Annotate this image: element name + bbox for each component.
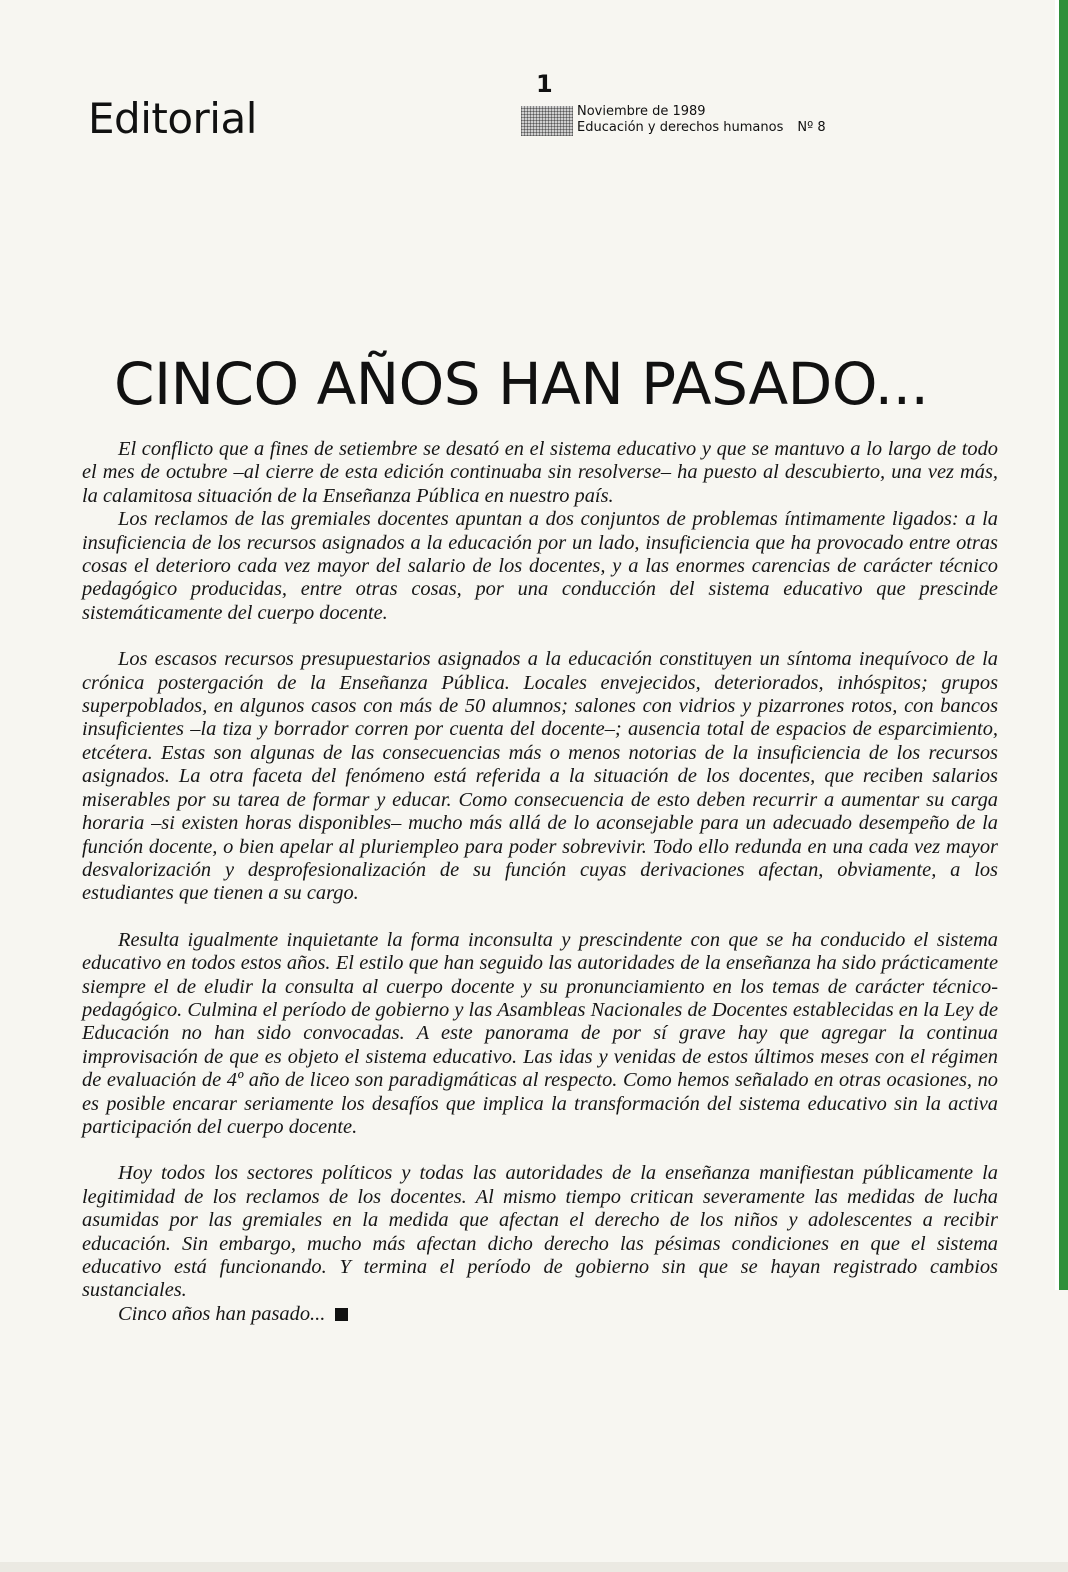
article-paragraph: Los reclamos de las gremiales docentes apuntan a dos conjuntos de problemas íntimamente ligados: a la insuficiencia de los recursos asignados a la educación por un lado, insuficiencia que ha provocado entre otras cosas el deterioro cada vez mayor del salario de los docentes, y a las enormes carencias de carácter técnico pedagógico producidas, entre otras cosas, por una conducción del sistema educativo que prescinde sistemáticamente del cuerpo docente. [82,508,998,624]
article-paragraph: Hoy todos los sectores políticos y todas las autoridades de la enseñanza manifiestan públicamente la legitimidad de los reclamos de los docentes. Al mismo tiempo critican severamente las medidas de lucha asumidas por las gremiales en la medida que afectan el derecho de los niños y adolescentes a recibir educación. Sin embargo, mucho más afectan dicho derecho las pésimas condiciones en que el sistema educativo está funcionando. Y termina el período de gobierno sin que se hayan registrado cambios sustanciales. [82,1162,998,1302]
publication-meta [577,104,826,136]
issue-number: Nº 8 [797,120,826,135]
article-paragraph: Los escasos recursos presupuestarios asignados a la educación constituyen un síntoma inequívoco de la crónica postergación de la Enseñanza Pública. Locales envejecidos, deteriorados, inhóspitos; grupos superpoblados, en algunos casos con más de 50 alumnos; salones con vidrios y pizarrones rotos, con bancos insuficientes –la tiza y borrador corren por cuenta del docente–; ausencia total de espacios de esparcimiento, etcétera. Estas son algunas de las consecuencias más o menos notorias de la insuficiencia de los recursos asignados. La otra faceta del fenómeno está referida a la situación de los docentes, que reciben salarios miserables por su tarea de formar y educar. Como consecuencia de esto deben recurrir a aumentar su carga horaria –si existen horas disponibles– mucho más allá de lo aconsejable para un adecuado desempeño de la función docente, o bien apelar al pluriempleo para poder sobrevivir. Todo ello redunda en una cada vez mayor desvalorización y desprofesionalización de su función cuyas derivaciones afectan, obviamente, a los estudiantes que tienen a su cargo. [82,648,998,905]
end-of-article-square-icon [335,1308,348,1321]
article-paragraph: Resulta igualmente inquietante la forma inconsulta y prescindente con que se ha conducido el sistema educativo en todos estos años. El estilo que han seguido las autoridades de la enseñanza ha sido prácticamente siempre el de eludir la consulta al cuerpo docente y su pronunciamiento en los temas de carácter técnico-pedagógico. Culmina el período de gobierno y las Asambleas Nacionales de Docentes establecidas en la Ley de Educación no han sido convocadas. A este panorama de por sí grave hay que agregar la continua improvisación de que es objeto el sistema educativo. Las idas y venidas de estos últimos meses con el régimen de evaluación de 4º año de liceo son paradigmáticas al respecto. Como hemos señalado en otras ocasiones, no es posible encarar seriamente los desafíos que implica la transformación del sistema educativo sin la activa participación del cuerpo docente. [82,928,998,1138]
publication-date: Noviembre de 1989 [577,104,706,119]
article-body [82,438,998,1326]
page-number: 1 [536,70,553,98]
halftone-pattern-block [521,106,573,136]
page-bottom-edge [0,1562,1068,1572]
section-label: Editorial [88,94,257,143]
green-cover-edge [1059,0,1068,1290]
closing-text: Cinco años han pasado... [118,1302,326,1325]
publication-name: Educación y derechos humanos [577,120,784,135]
publication-line [577,120,826,136]
article-paragraph: El conflicto que a fines de setiembre se desató en el sistema educativo y que se mantuvo a lo largo de todo el mes de octubre –al cierre de esta edición continuaba sin resolverse– ha puesto al descubierto, una vez más, la calamitosa situación de la Enseñanza Pública en nuestro país. [82,438,998,507]
closing-line [82,1303,998,1326]
article-title: CINCO AÑOS HAN PASADO... [114,350,929,418]
